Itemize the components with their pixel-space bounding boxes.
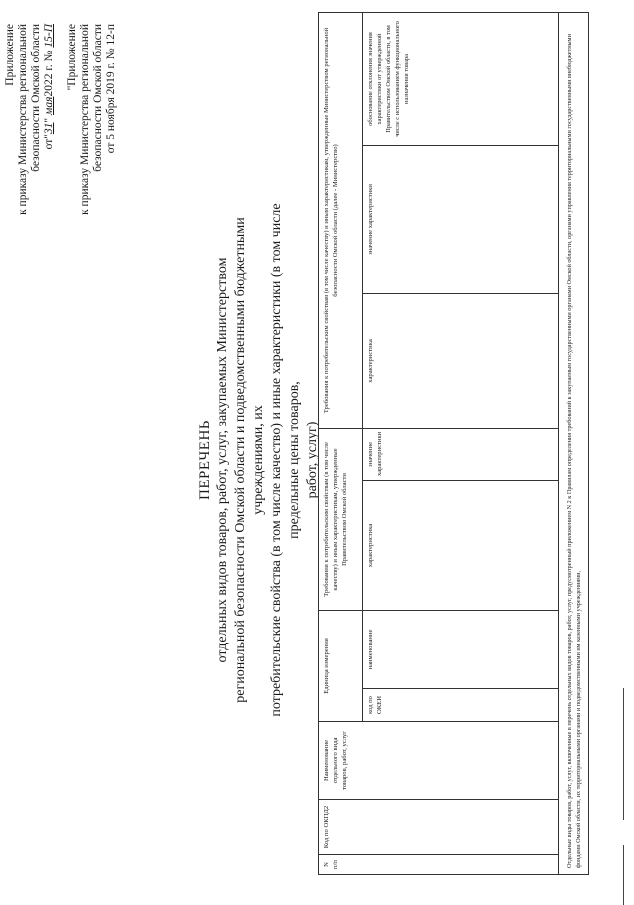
order-year: 2022 г. №	[43, 47, 55, 97]
subheader-min-value: значение характеристики	[363, 145, 559, 293]
header-okpd: Код по ОКПД2	[319, 800, 559, 855]
header-unit: Единица измерения	[319, 611, 363, 722]
order-number: 15-П	[43, 24, 55, 48]
bottom-rule	[623, 688, 624, 820]
subheader-min-char: характеристика	[363, 293, 559, 428]
title-line: потребительские свойства (в том числе качество) и иные характеристики (в том числе предельные цены товаров,	[269, 203, 302, 717]
subheader-unit-code: код по ОКЕИ	[363, 689, 559, 722]
title-line: региональной безопасности Омской области и подведомственными бюджетными учреждениями, их	[233, 217, 266, 703]
subheader-unit-name: наименование	[363, 611, 559, 689]
title-heading: ПЕРЕЧЕНЬ	[197, 420, 213, 500]
appendix-line: от 5 ноября 2019 г. № 12-п	[105, 24, 117, 154]
table-footnote-row	[559, 12, 589, 874]
order-date-mid: "	[43, 114, 55, 123]
goods-table	[318, 12, 589, 875]
order-date-line	[43, 24, 56, 279]
title-line: отдельных видов товаров, работ, услуг, закупаемых Министерством	[215, 257, 230, 663]
appendix-line: к приказу Министерства региональной	[17, 24, 29, 215]
previous-appendix-header	[66, 24, 118, 279]
appendix-line: безопасности Омской области	[30, 24, 42, 172]
appendix-header	[4, 24, 56, 279]
subheader-deviation-reason: обоснование отклонения значения характеристики от утвержденной Правительством Омской области, в том числе с использованием функционального назначения товара	[363, 12, 559, 145]
order-month: мая	[43, 96, 55, 115]
document-title	[196, 200, 322, 720]
order-date-prefix: от"	[43, 134, 55, 150]
table-footnote: Отдельные виды товаров, работ, услуг, включенные в перечень отдельных видов товаров, работ, услуг, предусмотренный приложением N 2 к Правилам определения требований к закупаемым государственными органами Омской области, органами управления территориальными государственными внебюджетными фондами Омской области, их территориальными органами и подведомственными им казенными учреждениями,	[559, 12, 589, 874]
appendix-line: безопасности Омской области	[92, 24, 104, 172]
subheader-gov-char: характеристика	[363, 481, 559, 611]
title-line: работ, услуг)	[305, 421, 320, 499]
order-day: 31	[43, 122, 55, 135]
header-ministry-requirements: Требования к потребительским свойствам (в том числе качеству) и иным характеристикам, утвержденные Министерством региональной безопасности Омской области (далее - Министерство)	[319, 12, 363, 428]
header-name: Наименование отдельного вида товаров, работ, услуг	[319, 722, 559, 800]
appendix-line: "Приложение	[66, 24, 78, 91]
bottom-rule	[623, 845, 624, 905]
appendix-line: к приказу Министерства региональной	[79, 24, 91, 215]
table-header-row	[319, 12, 363, 874]
header-num: N п/п	[319, 855, 559, 875]
appendix-line: Приложение	[4, 24, 16, 86]
subheader-gov-value: значение характеристики	[363, 428, 559, 480]
header-gov-requirements: Требования к потребительским свойствам (в том числе качеству) и иным характеристикам, утвержденные Правительством Омской области	[319, 428, 363, 610]
